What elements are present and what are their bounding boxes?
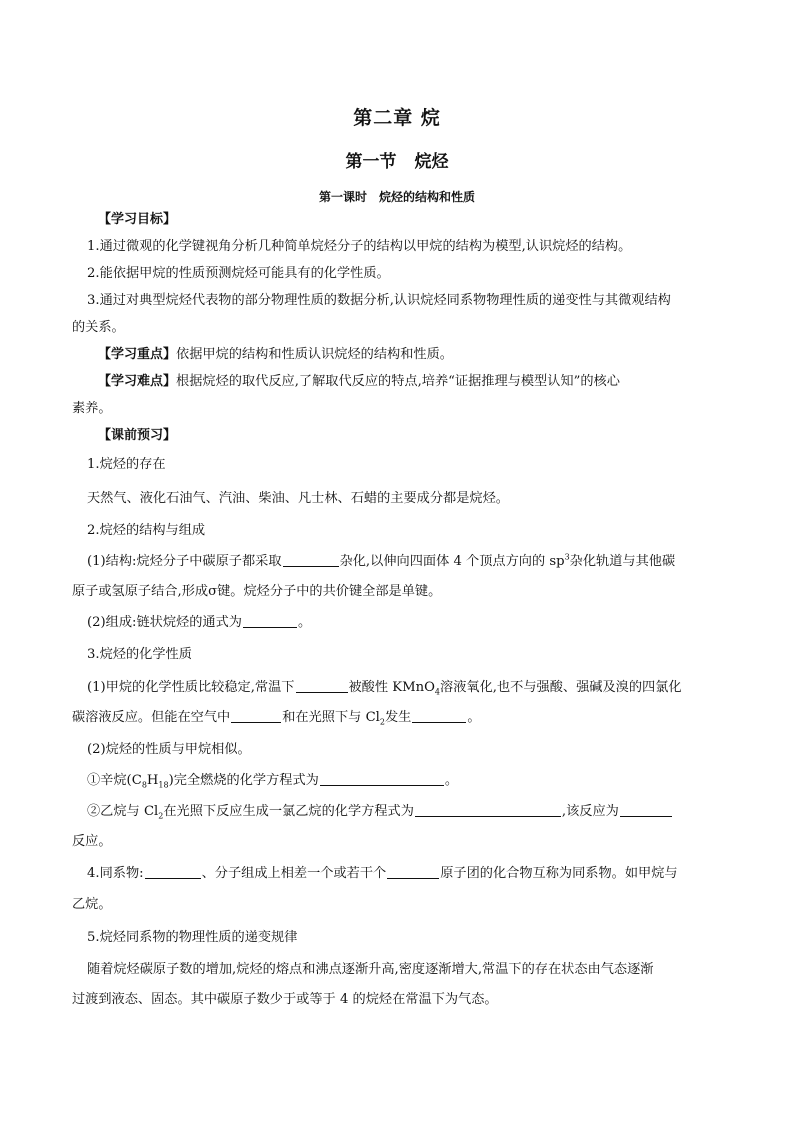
difficulty-text: 根据烷烃的取代反应,了解取代反应的特点,培养“证据推理与模型认知”的核心 [176,374,620,389]
preview-s3-line2: 碳溶液反应。但能在空气中 和在光照下与 $Cl_2$发生 。 [72,710,481,727]
section-number: 第一节 [345,152,397,172]
preview-s3-line3: (2)烷烃的性质与甲烷相似。 [87,742,251,757]
difficulty-text-cont: 素养。 [72,401,112,416]
objective-3-cont: 的关系。 [72,320,125,335]
fill-blank[interactable] [243,614,297,628]
lesson-title [0,188,794,205]
preview-s4-line1: 4.同系物: 、分子组成上相差一个或若干个 原子团的化合物互称为同系物。如甲烷与 [87,866,678,881]
preview-s3-title: 3.烷烃的化学性质 [87,647,192,662]
difficulty-heading: 【学习难点】 [98,374,177,389]
fill-blank[interactable] [412,709,466,723]
preview-s5-line2: 过渡到液态、固态。其中碳原子数少于或等于 4 的烷烃在常温下为气态。 [72,992,498,1007]
fill-blank[interactable] [620,803,672,817]
objective-2: 2.能依据甲烷的性质预测烷烃可能具有的化学性质。 [87,266,390,281]
preview-s2-line3: (2)组成:链状烷烃的通式为 。 [87,615,312,630]
preview-s2-line1: (1)结构:烷烃分子中碳原子都采取 杂化,以伸向四面体 4 个顶点方向的 $sp^3$杂化轨道与其他碳 [87,552,676,569]
lesson-name: 烷烃的结构和性质 [379,190,476,204]
objective-1: 1.通过微观的化学键视角分析几种简单烷烃分子的结构以甲烷的结构为模型,认识烷烃的结构。 [87,239,632,254]
preview-s2-line2: 原子或氢原子结合,形成σ键。烷烃分子中的共价键全部是单键。 [72,584,442,599]
key-point-heading: 【学习重点】 [98,347,177,362]
preview-s4-line2: 乙烷。 [72,897,112,912]
fill-blank[interactable] [231,709,281,723]
preview-s2-title: 2.烷烃的结构与组成 [87,523,206,538]
fill-blank[interactable] [283,553,339,567]
preview-s3-line6: 反应。 [72,834,112,849]
key-point-line [98,346,748,364]
objective-3: 3.通过对典型烷烃代表物的部分物理性质的数据分析,认识烷烃同系物物理性质的递变性与其微观结构 [87,293,671,308]
fill-blank[interactable] [296,679,348,693]
fill-blank[interactable] [145,865,201,879]
preview-s3-line1: (1)甲烷的化学性质比较稳定,常温下 被酸性 KMnO$_4$溶液氧化,也不与强酸、强碱及溴的四氯化 [87,680,682,697]
preview-s3-line5: ②乙烷与 $Cl_2$在光照下反应生成一氯乙烷的化学方程式为 ,该反应为 [87,803,737,821]
section-title [0,147,794,172]
preview-s3-line4: ①辛烷$(C_8H_{18})$完全燃烧的化学方程式为 。 [87,773,459,790]
section-name: 烷烃 [414,152,449,172]
fill-blank[interactable] [320,772,444,786]
fill-blank[interactable] [387,865,439,879]
preview-s5-line1: 随着烷烃碳原子数的增加,烷烃的熔点和沸点逐渐升高,密度逐渐增大,常温下的存在状态由气态逐渐 [87,962,654,977]
preview-s5-title: 5.烷烃同系物的物理性质的递变规律 [87,930,298,945]
objectives-heading: 【学习目标】 [98,212,177,227]
chapter-title: 第二章 烷 [353,107,441,129]
lesson-number: 第一课时 [318,190,367,204]
preview-s1-text: 天然气、液化石油气、汽油、柴油、凡士林、石蜡的主要成分都是烷烃。 [87,491,509,506]
difficulty-line [98,373,748,391]
fill-blank[interactable] [415,803,561,817]
key-point-text: 依据甲烷的结构和性质认识烷烃的结构和性质。 [176,347,453,362]
preview-heading: 【课前预习】 [98,428,177,443]
preview-s1-title: 1.烷烃的存在 [87,457,166,472]
